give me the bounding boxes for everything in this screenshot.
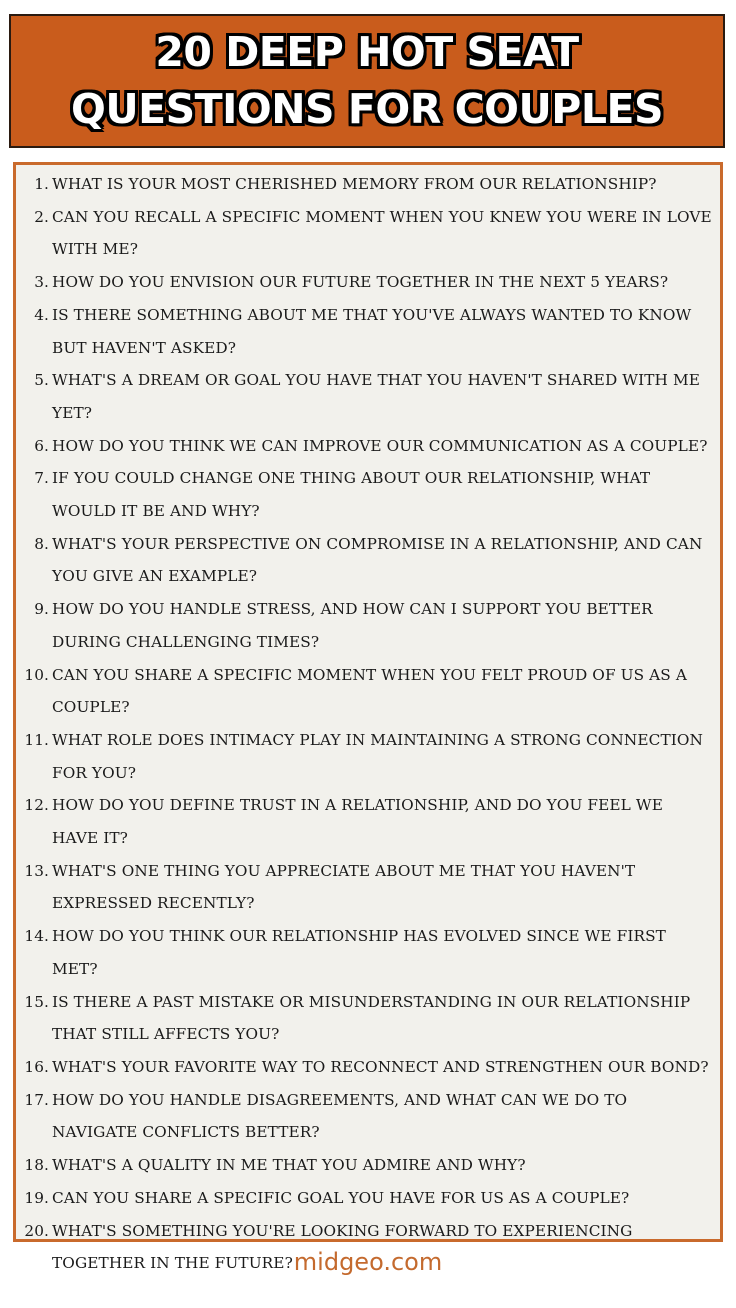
question-number: 6. <box>34 436 49 455</box>
question-text: WHAT'S A DREAM OR GOAL YOU HAVE THAT YOU HAVEN'T SHARED WITH ME YET? <box>52 371 700 422</box>
question-text: CAN YOU SHARE A SPECIFIC MOMENT WHEN YOU FELT PROUD OF US AS A COUPLE? <box>52 665 687 717</box>
title-banner <box>9 14 725 148</box>
question-item <box>16 1084 720 1149</box>
question-text: WHAT'S SOMETHING YOU'RE LOOKING FORWARD TO EXPERIENCING TOGETHER IN THE FUTURE? <box>52 1221 633 1273</box>
question-item <box>16 299 720 364</box>
page-title: 20 DEEP HOT SEAT QUESTIONS FOR COUPLES <box>70 28 664 133</box>
question-text: WHAT'S ONE THING YOU APPRECIATE ABOUT ME THAT YOU HAVEN'T EXPRESSED RECENTLY? <box>52 861 636 913</box>
question-text: WHAT'S A QUALITY IN ME THAT YOU ADMIRE AND WHY? <box>52 1156 526 1175</box>
question-number: 12. <box>24 796 49 815</box>
question-item <box>16 266 720 299</box>
question-number: 1. <box>34 175 49 193</box>
question-number: 17. <box>24 1090 49 1109</box>
question-item <box>16 724 720 789</box>
question-item <box>16 1051 720 1084</box>
question-number: 18. <box>24 1156 49 1175</box>
footer-site-url: midgeo.com <box>293 1248 443 1276</box>
question-number: 2. <box>34 207 49 226</box>
question-number: 4. <box>34 305 49 324</box>
question-item <box>16 201 720 266</box>
question-item <box>16 920 720 985</box>
question-text: WHAT IS YOUR MOST CHERISHED MEMORY FROM OUR RELATIONSHIP? <box>52 175 657 193</box>
question-text: IF YOU COULD CHANGE ONE THING ABOUT OUR RELATIONSHIP, WHAT WOULD IT BE AND WHY? <box>52 469 651 521</box>
question-item <box>16 986 720 1051</box>
questions-list <box>16 165 720 1280</box>
question-number: 16. <box>24 1057 49 1076</box>
question-number: 11. <box>24 730 49 749</box>
question-text: HOW DO YOU THINK OUR RELATIONSHIP HAS EVOLVED SINCE WE FIRST MET? <box>52 927 666 978</box>
question-item <box>16 855 720 920</box>
question-text: HOW DO YOU THINK WE CAN IMPROVE OUR COMMUNICATION AS A COUPLE? <box>52 436 708 455</box>
question-number: 14. <box>24 927 49 946</box>
question-item <box>16 528 720 593</box>
question-text: HOW DO YOU ENVISION OUR FUTURE TOGETHER IN THE NEXT 5 YEARS? <box>52 273 669 292</box>
question-number: 20. <box>24 1221 49 1240</box>
question-number: 7. <box>34 469 49 488</box>
question-number: 13. <box>24 861 49 880</box>
question-item <box>16 593 720 658</box>
question-text: IS THERE SOMETHING ABOUT ME THAT YOU'VE ALWAYS WANTED TO KNOW BUT HAVEN'T ASKED? <box>52 305 692 357</box>
question-text: WHAT ROLE DOES INTIMACY PLAY IN MAINTAINING A STRONG CONNECTION FOR YOU? <box>52 730 704 782</box>
question-item <box>16 462 720 527</box>
question-item <box>16 1149 720 1182</box>
question-text: HOW DO YOU HANDLE STRESS, AND HOW CAN I SUPPORT YOU BETTER DURING CHALLENGING TIMES? <box>52 600 653 651</box>
question-number: 15. <box>24 992 49 1011</box>
question-text: CAN YOU SHARE A SPECIFIC GOAL YOU HAVE FOR US AS A COUPLE? <box>52 1188 630 1207</box>
question-item <box>16 789 720 854</box>
question-item <box>16 1182 720 1215</box>
question-text: WHAT'S YOUR FAVORITE WAY TO RECONNECT AND STRENGTHEN OUR BOND? <box>52 1057 709 1076</box>
question-text: CAN YOU RECALL A SPECIFIC MOMENT WHEN YOU KNEW YOU WERE IN LOVE WITH ME? <box>52 207 712 259</box>
question-number: 5. <box>34 371 49 390</box>
question-item <box>16 168 720 201</box>
question-number: 9. <box>34 600 49 619</box>
question-number: 19. <box>24 1188 49 1207</box>
question-item <box>16 364 720 429</box>
question-number: 8. <box>34 534 49 553</box>
question-text: HOW DO YOU HANDLE DISAGREEMENTS, AND WHAT CAN WE DO TO NAVIGATE CONFLICTS BETTER? <box>52 1090 628 1142</box>
question-number: 3. <box>34 273 49 292</box>
question-item <box>16 659 720 724</box>
question-text: WHAT'S YOUR PERSPECTIVE ON COMPROMISE IN A RELATIONSHIP, AND CAN YOU GIVE AN EXAMPLE? <box>52 534 703 586</box>
question-number: 10. <box>24 665 49 684</box>
question-text: IS THERE A PAST MISTAKE OR MISUNDERSTANDING IN OUR RELATIONSHIP THAT STILL AFFECTS YOU? <box>52 992 691 1044</box>
question-text: HOW DO YOU DEFINE TRUST IN A RELATIONSHIP, AND DO YOU FEEL WE HAVE IT? <box>52 796 663 848</box>
question-item <box>16 430 720 463</box>
